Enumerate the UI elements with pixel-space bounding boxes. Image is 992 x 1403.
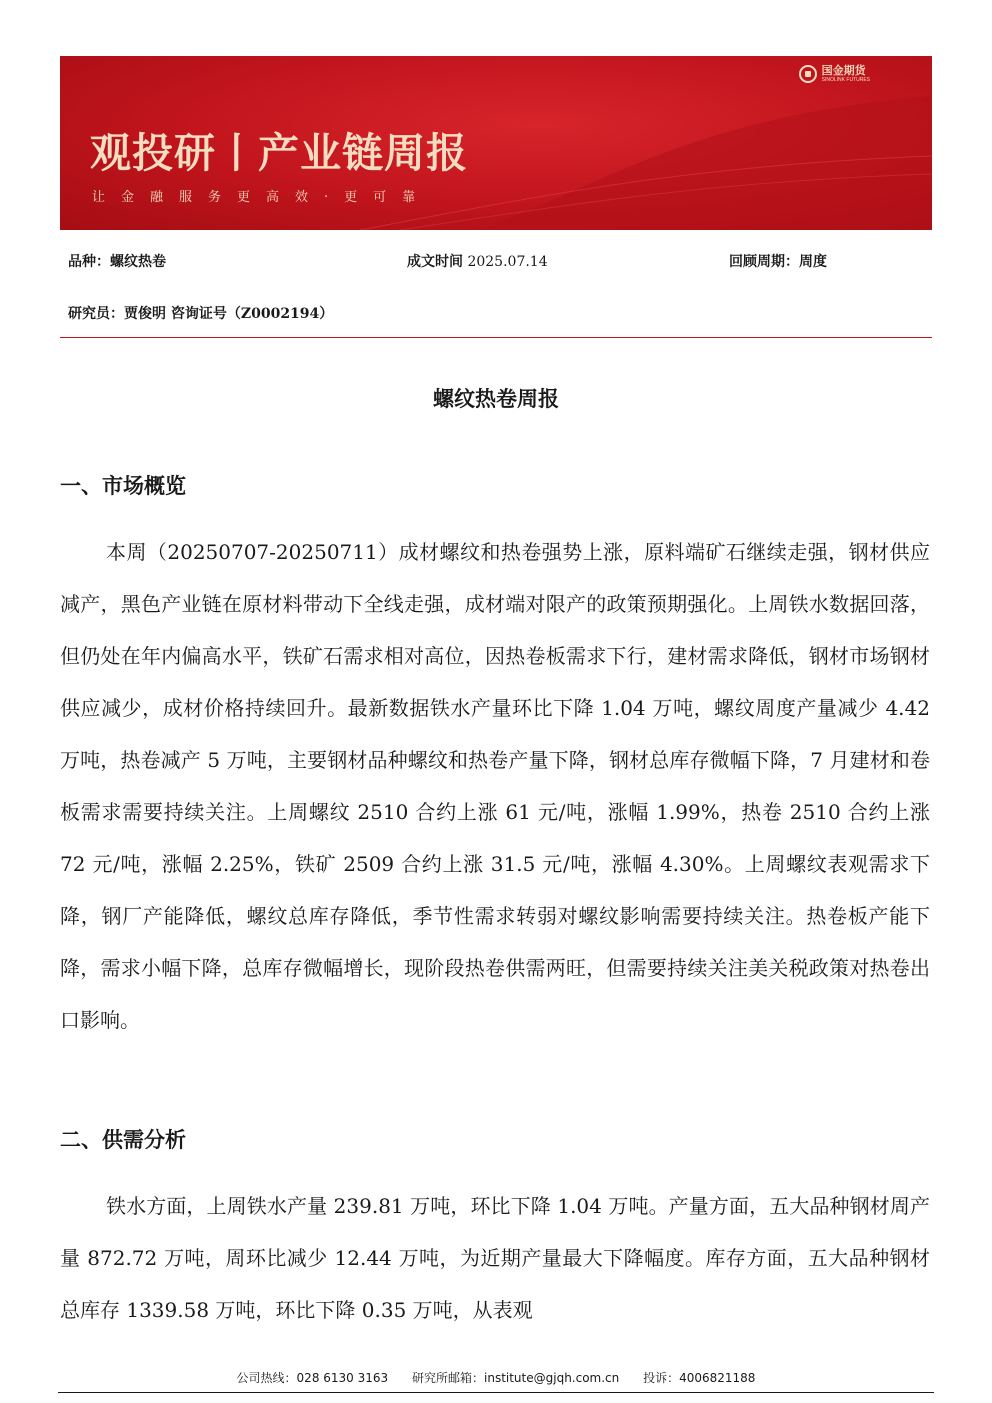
header-divider <box>60 337 932 338</box>
logo-name-en: SINOLINK FUTURES <box>821 77 870 83</box>
meta-analyst <box>68 303 333 323</box>
footer-complaint: 投诉：4006821188 <box>643 1371 756 1385</box>
section-heading-supply-demand: 二、供需分析 <box>60 1127 186 1152</box>
meta-period-value: 周度 <box>799 254 827 270</box>
logo-name-cn: 国金期货 <box>821 64 866 77</box>
page-footer <box>0 1369 992 1386</box>
footer-divider <box>58 1392 934 1393</box>
meta-analyst-label: 研究员： <box>68 306 124 322</box>
meta-variety-label: 品种： <box>68 254 110 270</box>
section-body-market-overview: 本周（20250707-20250711）成材螺纹和热卷强势上涨，原料端矿石继续走强，钢材供应减产，黑色产业链在原材料带动下全线走强，成材端对限产的政策预期强化。上周铁水数据回落，但仍处在年内偏高水平，铁矿石需求相对高位，因热卷板需求下行，建材需求降低，钢材市场钢材供应减少，成材价格持续回升。最新数据铁水产量环比下降 1.04 万吨，螺纹周度产量减少 4.42 万吨，热卷减产 5 万吨，主要钢材品种螺纹和热卷产量下降，钢材总库存微幅下降，7 月建材和卷板需求需要持续关注。上周螺纹 2510 合约上涨 61 元/吨，涨幅 1.99%，热卷 2510 合约上涨 72 元/吨，涨幅 2.25%，铁矿 2509 合约上涨 31.5 元/吨，涨幅 4.30%。上周螺纹表观需求下降，钢厂产能降低，螺纹总库存降低，季节性需求转弱对螺纹影响需要持续关注。热卷板产能下降，需求小幅下降，总库存微幅增长，现阶段热卷供需两旺，但需要持续关注美关税政策对热卷出口影响。 <box>60 540 930 1032</box>
section-heading-market-overview: 一、市场概览 <box>60 473 186 498</box>
section-body-supply-demand: 铁水方面，上周铁水产量 239.81 万吨，环比下降 1.04 万吨。产量方面，五大品种钢材周产量 872.72 万吨，周环比减少 12.44 万吨，为近期产量最大下降幅度。库存方面，五大品种钢材总库存 1339.58 万吨，环比下降 0.35 万吨，从表观 <box>60 1194 930 1322</box>
banner-slogan: 让金融服务更高效·更可靠 <box>92 190 432 205</box>
footer-hotline: 公司热线：028 6130 3163 <box>236 1371 389 1385</box>
banner-title: 观投研丨产业链周报 <box>90 129 468 177</box>
meta-variety <box>68 251 166 271</box>
footer-email: 研究所邮箱：institute@gjqh.com.cn <box>412 1371 620 1385</box>
meta-period-label: 回顾周期： <box>729 254 799 270</box>
meta-analyst-value: 贾俊明 咨询证号（Z0002194） <box>124 306 334 322</box>
logo-mark-icon <box>799 65 817 83</box>
report-banner <box>60 56 932 230</box>
meta-date-value: 2025.07.14 <box>467 254 548 270</box>
meta-variety-value: 螺纹热卷 <box>110 254 166 270</box>
company-logo <box>799 65 870 83</box>
meta-date <box>407 251 548 271</box>
meta-period <box>729 251 827 271</box>
meta-date-label: 成文时间 <box>407 254 463 270</box>
document-title: 螺纹热卷周报 <box>433 386 559 411</box>
